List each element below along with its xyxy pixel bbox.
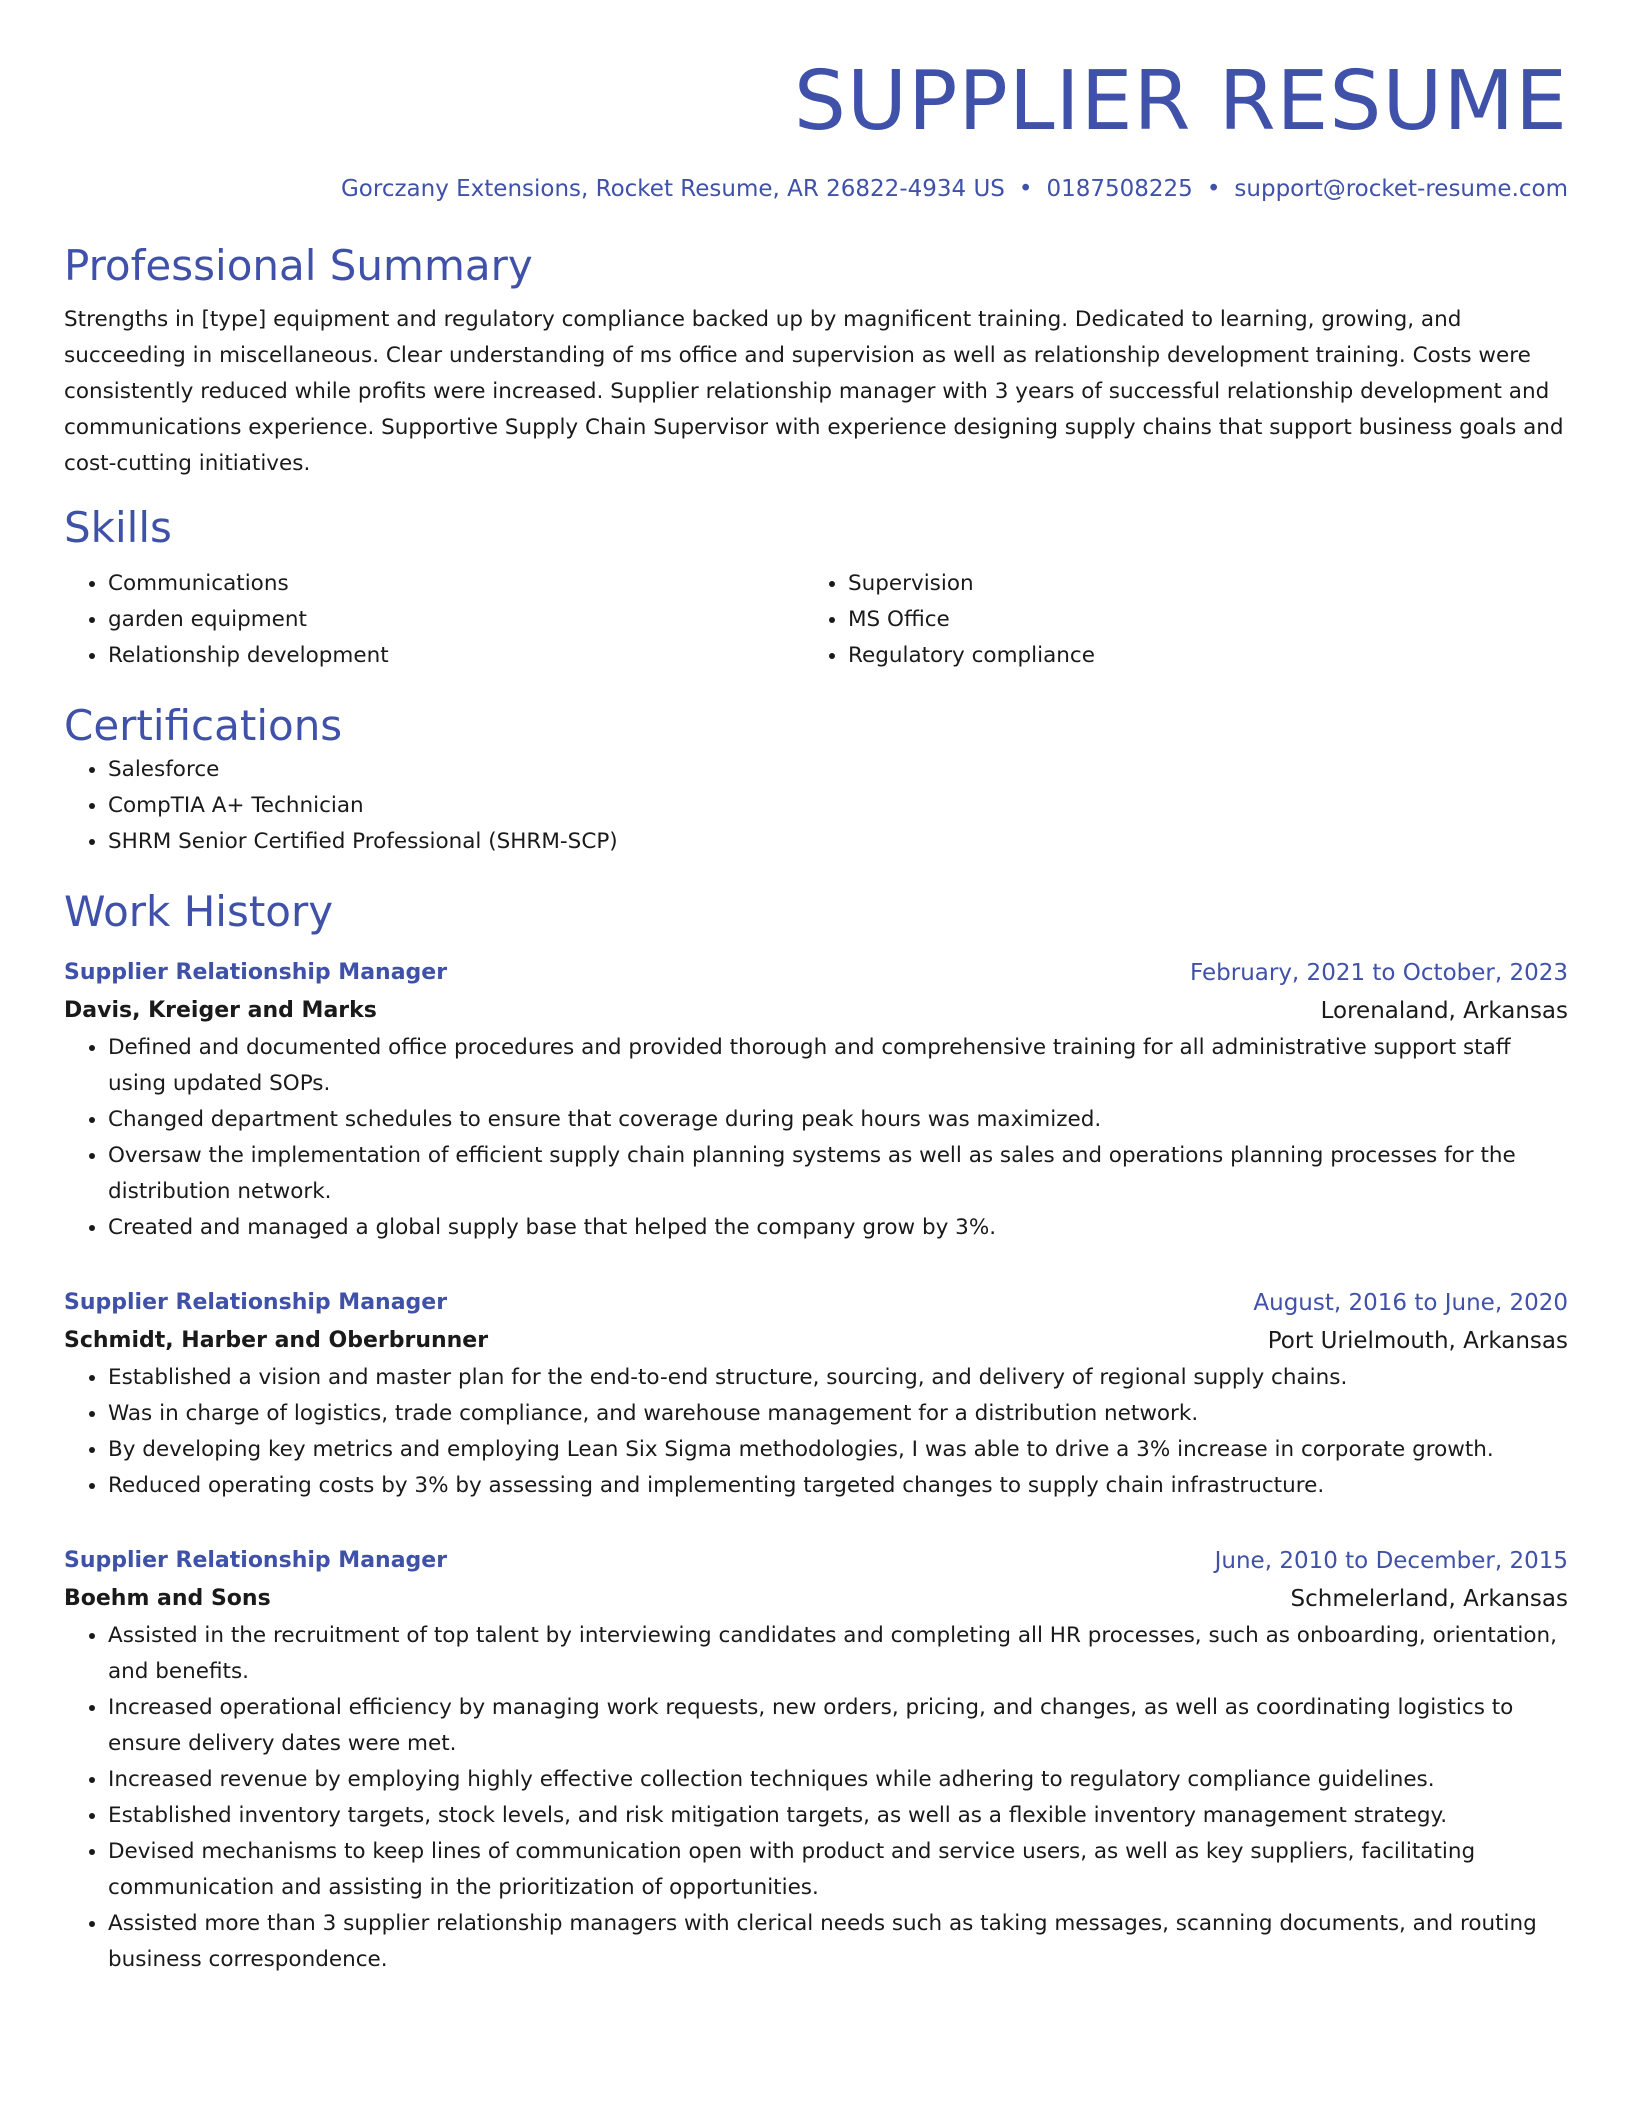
job-bullet: • Assisted more than 3 supplier relationship managers with clerical needs such as taking messages, scanning documents, and routing business correspondence. — [108, 1906, 1568, 1978]
skills-grid — [64, 566, 1568, 674]
job-title: Supplier Relationship Manager — [64, 1548, 448, 1573]
job-bullet: • Defined and documented office procedures and provided thorough and comprehensive training for all administrative support staff using updated SOPs. — [108, 1030, 1568, 1102]
skill-item: • garden equipment — [108, 602, 804, 638]
section-title-skills: Skills — [64, 503, 172, 552]
job-bullet: • Increased revenue by employing highly effective collection techniques while adhering to regulatory compliance guidelines. — [108, 1762, 1568, 1798]
job-dates: June, 2010 to December, 2015 — [1214, 1548, 1568, 1574]
certification-item: • Salesforce — [108, 752, 1568, 788]
section-title-summary: Professional Summary — [64, 241, 533, 290]
job-location: Schmelerland, Arkansas — [1290, 1586, 1568, 1612]
certifications-list — [64, 752, 1568, 860]
job-bullet: • Devised mechanisms to keep lines of communication open with product and service users, as well as key suppliers, facilitating communication and assisting in the prioritization of opportunities. — [108, 1834, 1568, 1906]
skill-item: • Relationship development — [108, 638, 804, 674]
job-bullets — [64, 1618, 1568, 1978]
job-company-row — [64, 1322, 1568, 1360]
skills-list-right — [804, 566, 1544, 674]
job-bullet: • Oversaw the implementation of efficient supply chain planning systems as well as sales and operations planning processes for the distribution network. — [108, 1138, 1568, 1210]
skill-item: • MS Office — [848, 602, 1544, 638]
job-bullet: • Established inventory targets, stock levels, and risk mitigation targets, as well as a flexible inventory management strategy. — [108, 1798, 1568, 1834]
job-dates: August, 2016 to June, 2020 — [1253, 1290, 1568, 1316]
contact-email[interactable]: support@rocket-resume.com — [1234, 176, 1568, 202]
job-location: Lorenaland, Arkansas — [1320, 998, 1568, 1024]
resume-name: SUPPLIER RESUME — [793, 54, 1568, 149]
skills-list-left — [64, 566, 804, 674]
job-entry — [64, 1542, 1568, 1978]
job-bullet: • By developing key metrics and employing Lean Six Sigma methodologies, I was able to drive a 3% increase in corporate growth. — [108, 1432, 1568, 1468]
skill-item: • Communications — [108, 566, 804, 602]
summary-text: Strengths in [type] equipment and regulatory compliance backed up by magnificent training. Dedicated to learning, growing, and succeeding in miscellaneous. Clear understanding of ms office and supervision as well as relationship development training. Costs were consistently reduced while profits were increased. Supplier relationship manager with 3 years of successful relationship development and communications experience. Supportive Supply Chain Supervisor with experience designing supply chains that support business goals and cost-cutting initiatives. — [64, 307, 1564, 476]
job-dates: February, 2021 to October, 2023 — [1190, 960, 1568, 986]
contact-separator: • — [1018, 176, 1033, 202]
contact-address: Gorczany Extensions, Rocket Resume, AR 26822-4934 US — [340, 176, 1005, 202]
section-title-certifications: Certifications — [64, 701, 343, 750]
job-company-row — [64, 1580, 1568, 1618]
job-header-row — [64, 954, 1568, 992]
contact-separator: • — [1206, 176, 1221, 202]
job-bullet: • Assisted in the recruitment of top talent by interviewing candidates and completing all HR processes, such as onboarding, orientation, and benefits. — [108, 1618, 1568, 1690]
job-bullets — [64, 1360, 1568, 1504]
job-bullet: • Changed department schedules to ensure that coverage during peak hours was maximized. — [108, 1102, 1568, 1138]
job-company-row — [64, 992, 1568, 1030]
job-location: Port Urielmouth, Arkansas — [1267, 1328, 1568, 1354]
job-company: Davis, Kreiger and Marks — [64, 998, 377, 1023]
job-company: Schmidt, Harber and Oberbrunner — [64, 1328, 489, 1353]
job-title: Supplier Relationship Manager — [64, 1290, 448, 1315]
job-company: Boehm and Sons — [64, 1586, 271, 1611]
contact-line — [64, 172, 1568, 206]
job-header-row — [64, 1542, 1568, 1580]
contact-phone: 0187508225 — [1046, 176, 1193, 202]
job-bullet: • Was in charge of logistics, trade compliance, and warehouse management for a distribution network. — [108, 1396, 1568, 1432]
job-bullet: • Created and managed a global supply base that helped the company grow by 3%. — [108, 1210, 1568, 1246]
section-title-work-history: Work History — [64, 887, 334, 936]
job-bullets — [64, 1030, 1568, 1246]
skill-item: • Supervision — [848, 566, 1544, 602]
job-bullet: • Increased operational efficiency by managing work requests, new orders, pricing, and changes, as well as coordinating logistics to ensure delivery dates were met. — [108, 1690, 1568, 1762]
job-title: Supplier Relationship Manager — [64, 960, 448, 985]
certification-item: • CompTIA A+ Technician — [108, 788, 1568, 824]
job-bullet: • Reduced operating costs by 3% by assessing and implementing targeted changes to supply chain infrastructure. — [108, 1468, 1568, 1504]
job-bullet: • Established a vision and master plan for the end-to-end structure, sourcing, and delivery of regional supply chains. — [108, 1360, 1568, 1396]
certification-item: • SHRM Senior Certified Professional (SHRM-SCP) — [108, 824, 1568, 860]
skills-column-right — [804, 566, 1544, 674]
skills-column-left — [64, 566, 804, 674]
skill-item: • Regulatory compliance — [848, 638, 1544, 674]
job-entry — [64, 954, 1568, 1246]
job-header-row — [64, 1284, 1568, 1322]
job-entry — [64, 1284, 1568, 1504]
